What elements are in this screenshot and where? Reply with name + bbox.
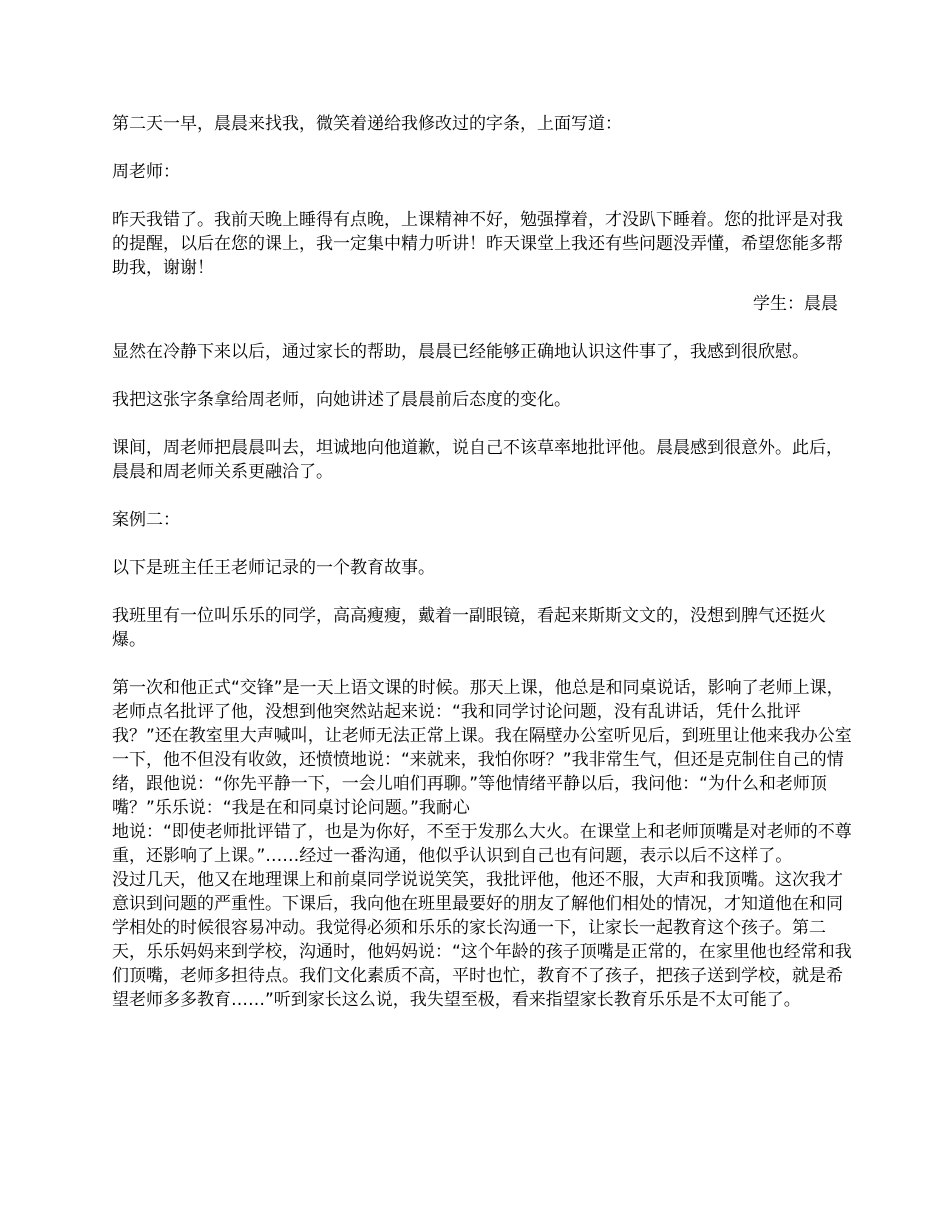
- paragraph-12: 没过几天，他又在地理课上和前桌同学说说笑笑，我批评他，他还不服，大声和我顶嘴。这次我才意识到问题的严重性。下课后，我向他在班里最要好的朋友了解他们相处的情况，才知道他在和同学相处的时候很容易冲动。我觉得必须和乐乐的家长沟通一下，让家长一起教育这个孩子。第二天，乐乐妈妈来到学校，沟通时，他妈妈说：“这个年龄的孩子顶嘴是正常的，在家里他也经常和我们顶嘴，老师多担待点。我们文化素质不高，平时也忙，教育不了孩子，把孩子送到学校，就是希望老师多多教育……”听到家长这么说，我失望至极，看来指望家长教育乐乐是不太可能了。: [112, 870, 852, 1010]
- paragraph-10: 第一次和他正式“交锋”是一天上语文课的时候。那天上课，他总是和同桌说话，影响了老师上课，老师点名批评了他，没想到他突然站起来说：“我和同学讨论问题，没有乱讲话，凭什么批评我？”还在教室里大声喊叫，让老师无法正常上课。我在隔壁办公室听见后，到班里让他来我办公室一下，他不但没有收敛，还愤愤地说：“来就来，我怕你呀？”我非常生气，但还是克制住自己的情绪，跟他说：“你先平静一下，一会儿咱们再聊。”等他情绪平静以后，我问他：“为什么和老师顶嘴？”乐乐说：“我是在和同桌讨论问题。”我耐心: [112, 678, 852, 818]
- paragraph-6: 课间，周老师把晨晨叫去，坦诚地向他道歉，说自己不该草率地批评他。晨晨感到很意外。此后，晨晨和周老师关系更融洽了。: [112, 438, 843, 482]
- note-body: 昨天我错了。我前天晚上睡得有点晚，上课精神不好，勉强撑着，才没趴下睡着。您的批评是对我的提醒，以后在您的课上，我一定集中精力听讲！昨天课堂上我还有些问题没弄懂，希望您能多帮助我，谢谢！: [112, 210, 843, 278]
- paragraph-1: 第二天一早，晨晨来找我，微笑着递给我修改过的字条，上面写道：: [112, 114, 622, 134]
- paragraph-9: 我班里有一位叫乐乐的同学，高高瘦瘦，戴着一副眼镜，看起来斯斯文文的，没想到脾气还挺火爆。: [112, 606, 826, 650]
- signature: 学生：晨晨: [753, 294, 838, 314]
- case-two-heading: 案例二：: [112, 510, 180, 530]
- paragraph-11: 地说：“即使老师批评错了，也是为你好，不至于发那么大火。在课堂上和老师顶嘴是对老师的不尊重，还影响了上课。”……经过一番沟通，他似乎认识到自己也有问题，表示以后不这样了。: [112, 822, 852, 866]
- paragraph-4: 显然在冷静下来以后，通过家长的帮助，晨晨已经能够正确地认识这件事了，我感到很欣慰。: [112, 342, 809, 362]
- salutation: 周老师：: [112, 162, 180, 182]
- paragraph-5: 我把这张字条拿给周老师，向她讲述了晨晨前后态度的变化。: [112, 390, 571, 410]
- paragraph-8: 以下是班主任王老师记录的一个教育故事。: [112, 558, 435, 578]
